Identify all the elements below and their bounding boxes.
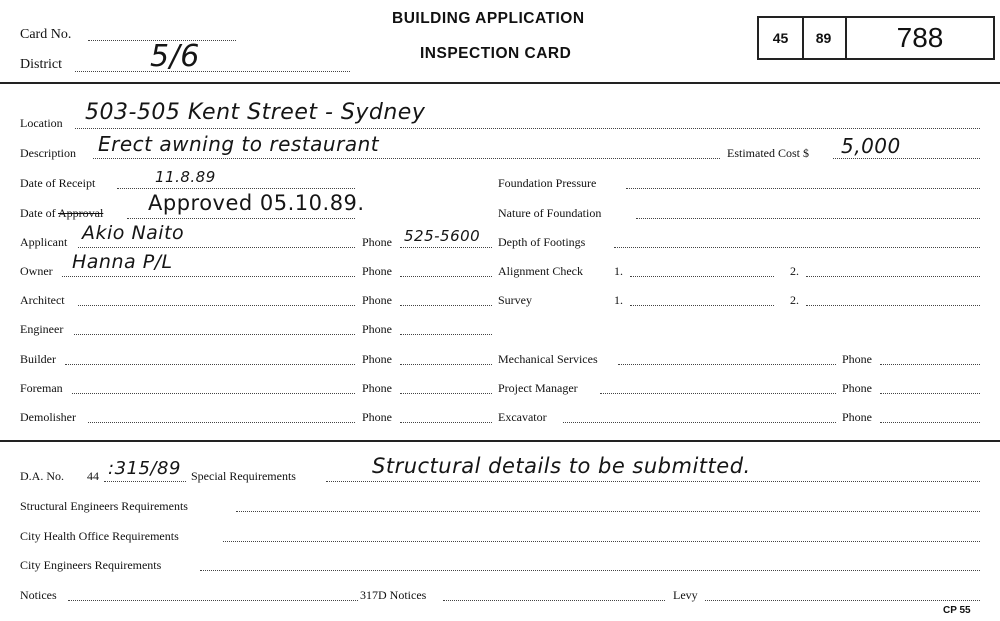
foundation-pressure-field[interactable] xyxy=(626,188,980,189)
mechanical-field[interactable] xyxy=(618,364,836,365)
da-no-prefix: 44 xyxy=(87,469,99,483)
engineer-field[interactable] xyxy=(74,334,355,335)
card-no-label: Card No. xyxy=(20,27,72,42)
date-approval-label: Date of Approval xyxy=(20,206,104,220)
header-divider xyxy=(0,82,1000,84)
survey-1-field[interactable] xyxy=(630,305,774,306)
levy-label: Levy xyxy=(673,588,698,602)
excavator-phone-field[interactable] xyxy=(880,422,980,423)
estimated-cost-label: Estimated Cost $ xyxy=(727,146,809,160)
survey-2-field[interactable] xyxy=(806,305,980,306)
alignment-1-field[interactable] xyxy=(630,276,774,277)
location-field[interactable] xyxy=(75,128,980,129)
special-requirements-value: Structural details to be submitted. xyxy=(372,454,751,478)
project-manager-field[interactable] xyxy=(600,393,836,394)
demolisher-label: Demolisher xyxy=(20,410,76,424)
estimated-cost-field[interactable] xyxy=(833,158,980,159)
card-number-year: 89 xyxy=(802,18,847,58)
depth-footings-field[interactable] xyxy=(614,247,980,248)
da-no-label: D.A. No. xyxy=(20,469,64,483)
alignment-1-label: 1. xyxy=(614,264,623,278)
location-label: Location xyxy=(20,116,63,130)
builder-phone-field[interactable] xyxy=(400,364,492,365)
engineer-label: Engineer xyxy=(20,322,64,336)
project-manager-phone-label: Phone xyxy=(842,381,872,395)
excavator-field[interactable] xyxy=(563,422,836,423)
depth-footings-label: Depth of Footings xyxy=(498,235,586,249)
nature-foundation-label: Nature of Foundation xyxy=(498,206,602,220)
mechanical-phone-label: Phone xyxy=(842,352,872,366)
notices-field[interactable] xyxy=(68,600,358,601)
alignment-2-field[interactable] xyxy=(806,276,980,277)
owner-phone-label: Phone xyxy=(362,264,392,278)
estimated-cost-value: 5,000 xyxy=(841,134,901,158)
survey-2-label: 2. xyxy=(790,293,799,307)
notices-label: Notices xyxy=(20,588,57,602)
owner-label: Owner xyxy=(20,264,53,278)
special-requirements-field[interactable] xyxy=(326,481,980,482)
survey-label: Survey xyxy=(498,293,532,307)
engineer-phone-field[interactable] xyxy=(400,334,492,335)
architect-field[interactable] xyxy=(78,305,355,306)
date-receipt-value: 11.8.89 xyxy=(155,168,216,186)
nature-foundation-field[interactable] xyxy=(636,218,980,219)
card-number-box xyxy=(757,16,995,60)
da-no-field[interactable] xyxy=(104,481,186,482)
foreman-phone-label: Phone xyxy=(362,381,392,395)
project-manager-label: Project Manager xyxy=(498,381,578,395)
project-manager-phone-field[interactable] xyxy=(880,393,980,394)
applicant-value: Akio Naito xyxy=(82,222,185,244)
structural-engineers-label: Structural Engineers Requirements xyxy=(20,499,188,513)
owner-phone-field[interactable] xyxy=(400,276,492,277)
architect-phone-label: Phone xyxy=(362,293,392,307)
special-requirements-label: Special Requirements xyxy=(191,469,296,483)
location-value: 503-505 Kent Street - Sydney xyxy=(85,100,426,125)
city-engineers-label: City Engineers Requirements xyxy=(20,558,162,572)
engineer-phone-label: Phone xyxy=(362,322,392,336)
owner-value: Hanna P/L xyxy=(72,251,173,273)
form-code: CP 55 xyxy=(943,605,971,616)
date-receipt-field[interactable] xyxy=(117,188,355,189)
architect-label: Architect xyxy=(20,293,65,307)
mechanical-phone-field[interactable] xyxy=(880,364,980,365)
foreman-label: Foreman xyxy=(20,381,63,395)
district-value: 5/6 xyxy=(150,39,200,74)
applicant-label: Applicant xyxy=(20,235,68,249)
description-label: Description xyxy=(20,146,76,160)
architect-phone-field[interactable] xyxy=(400,305,492,306)
demolisher-field[interactable] xyxy=(88,422,355,423)
city-health-field[interactable] xyxy=(223,541,980,542)
district-label: District xyxy=(20,57,62,72)
foundation-pressure-label: Foundation Pressure xyxy=(498,176,597,190)
excavator-label: Excavator xyxy=(498,410,547,424)
card-number-year-prefix: 45 xyxy=(759,18,804,58)
foreman-field[interactable] xyxy=(72,393,355,394)
demolisher-phone-field[interactable] xyxy=(400,422,492,423)
district-field[interactable] xyxy=(75,71,350,72)
card-number: 788 xyxy=(896,22,944,53)
approval-value: Approved 05.10.89. xyxy=(148,191,365,215)
notices-317d-label: 317D Notices xyxy=(360,588,427,602)
builder-label: Builder xyxy=(20,352,56,366)
builder-field[interactable] xyxy=(65,364,355,365)
notices-317d-field[interactable] xyxy=(443,600,665,601)
form-title-line2: INSPECTION CARD xyxy=(420,45,572,62)
levy-field[interactable] xyxy=(705,600,980,601)
foreman-phone-field[interactable] xyxy=(400,393,492,394)
section-divider xyxy=(0,440,1000,442)
form-title-line1: BUILDING APPLICATION xyxy=(392,10,585,27)
survey-1-label: 1. xyxy=(614,293,623,307)
builder-phone-label: Phone xyxy=(362,352,392,366)
alignment-check-label: Alignment Check xyxy=(498,264,583,278)
date-receipt-label: Date of Receipt xyxy=(20,176,96,190)
description-value: Erect awning to restaurant xyxy=(98,132,380,156)
da-no-value: :315/89 xyxy=(108,458,181,479)
applicant-field[interactable] xyxy=(78,247,355,248)
applicant-phone-field[interactable] xyxy=(400,247,492,248)
owner-field[interactable] xyxy=(62,276,355,277)
applicant-phone-label: Phone xyxy=(362,235,392,249)
structural-engineers-field[interactable] xyxy=(236,511,980,512)
alignment-2-label: 2. xyxy=(790,264,799,278)
city-engineers-field[interactable] xyxy=(200,570,980,571)
applicant-phone-value: 525-5600 xyxy=(404,227,481,245)
date-approval-field[interactable] xyxy=(127,218,355,219)
excavator-phone-label: Phone xyxy=(842,410,872,424)
description-field[interactable] xyxy=(93,158,720,159)
city-health-label: City Health Office Requirements xyxy=(20,529,179,543)
demolisher-phone-label: Phone xyxy=(362,410,392,424)
mechanical-label: Mechanical Services xyxy=(498,352,598,366)
